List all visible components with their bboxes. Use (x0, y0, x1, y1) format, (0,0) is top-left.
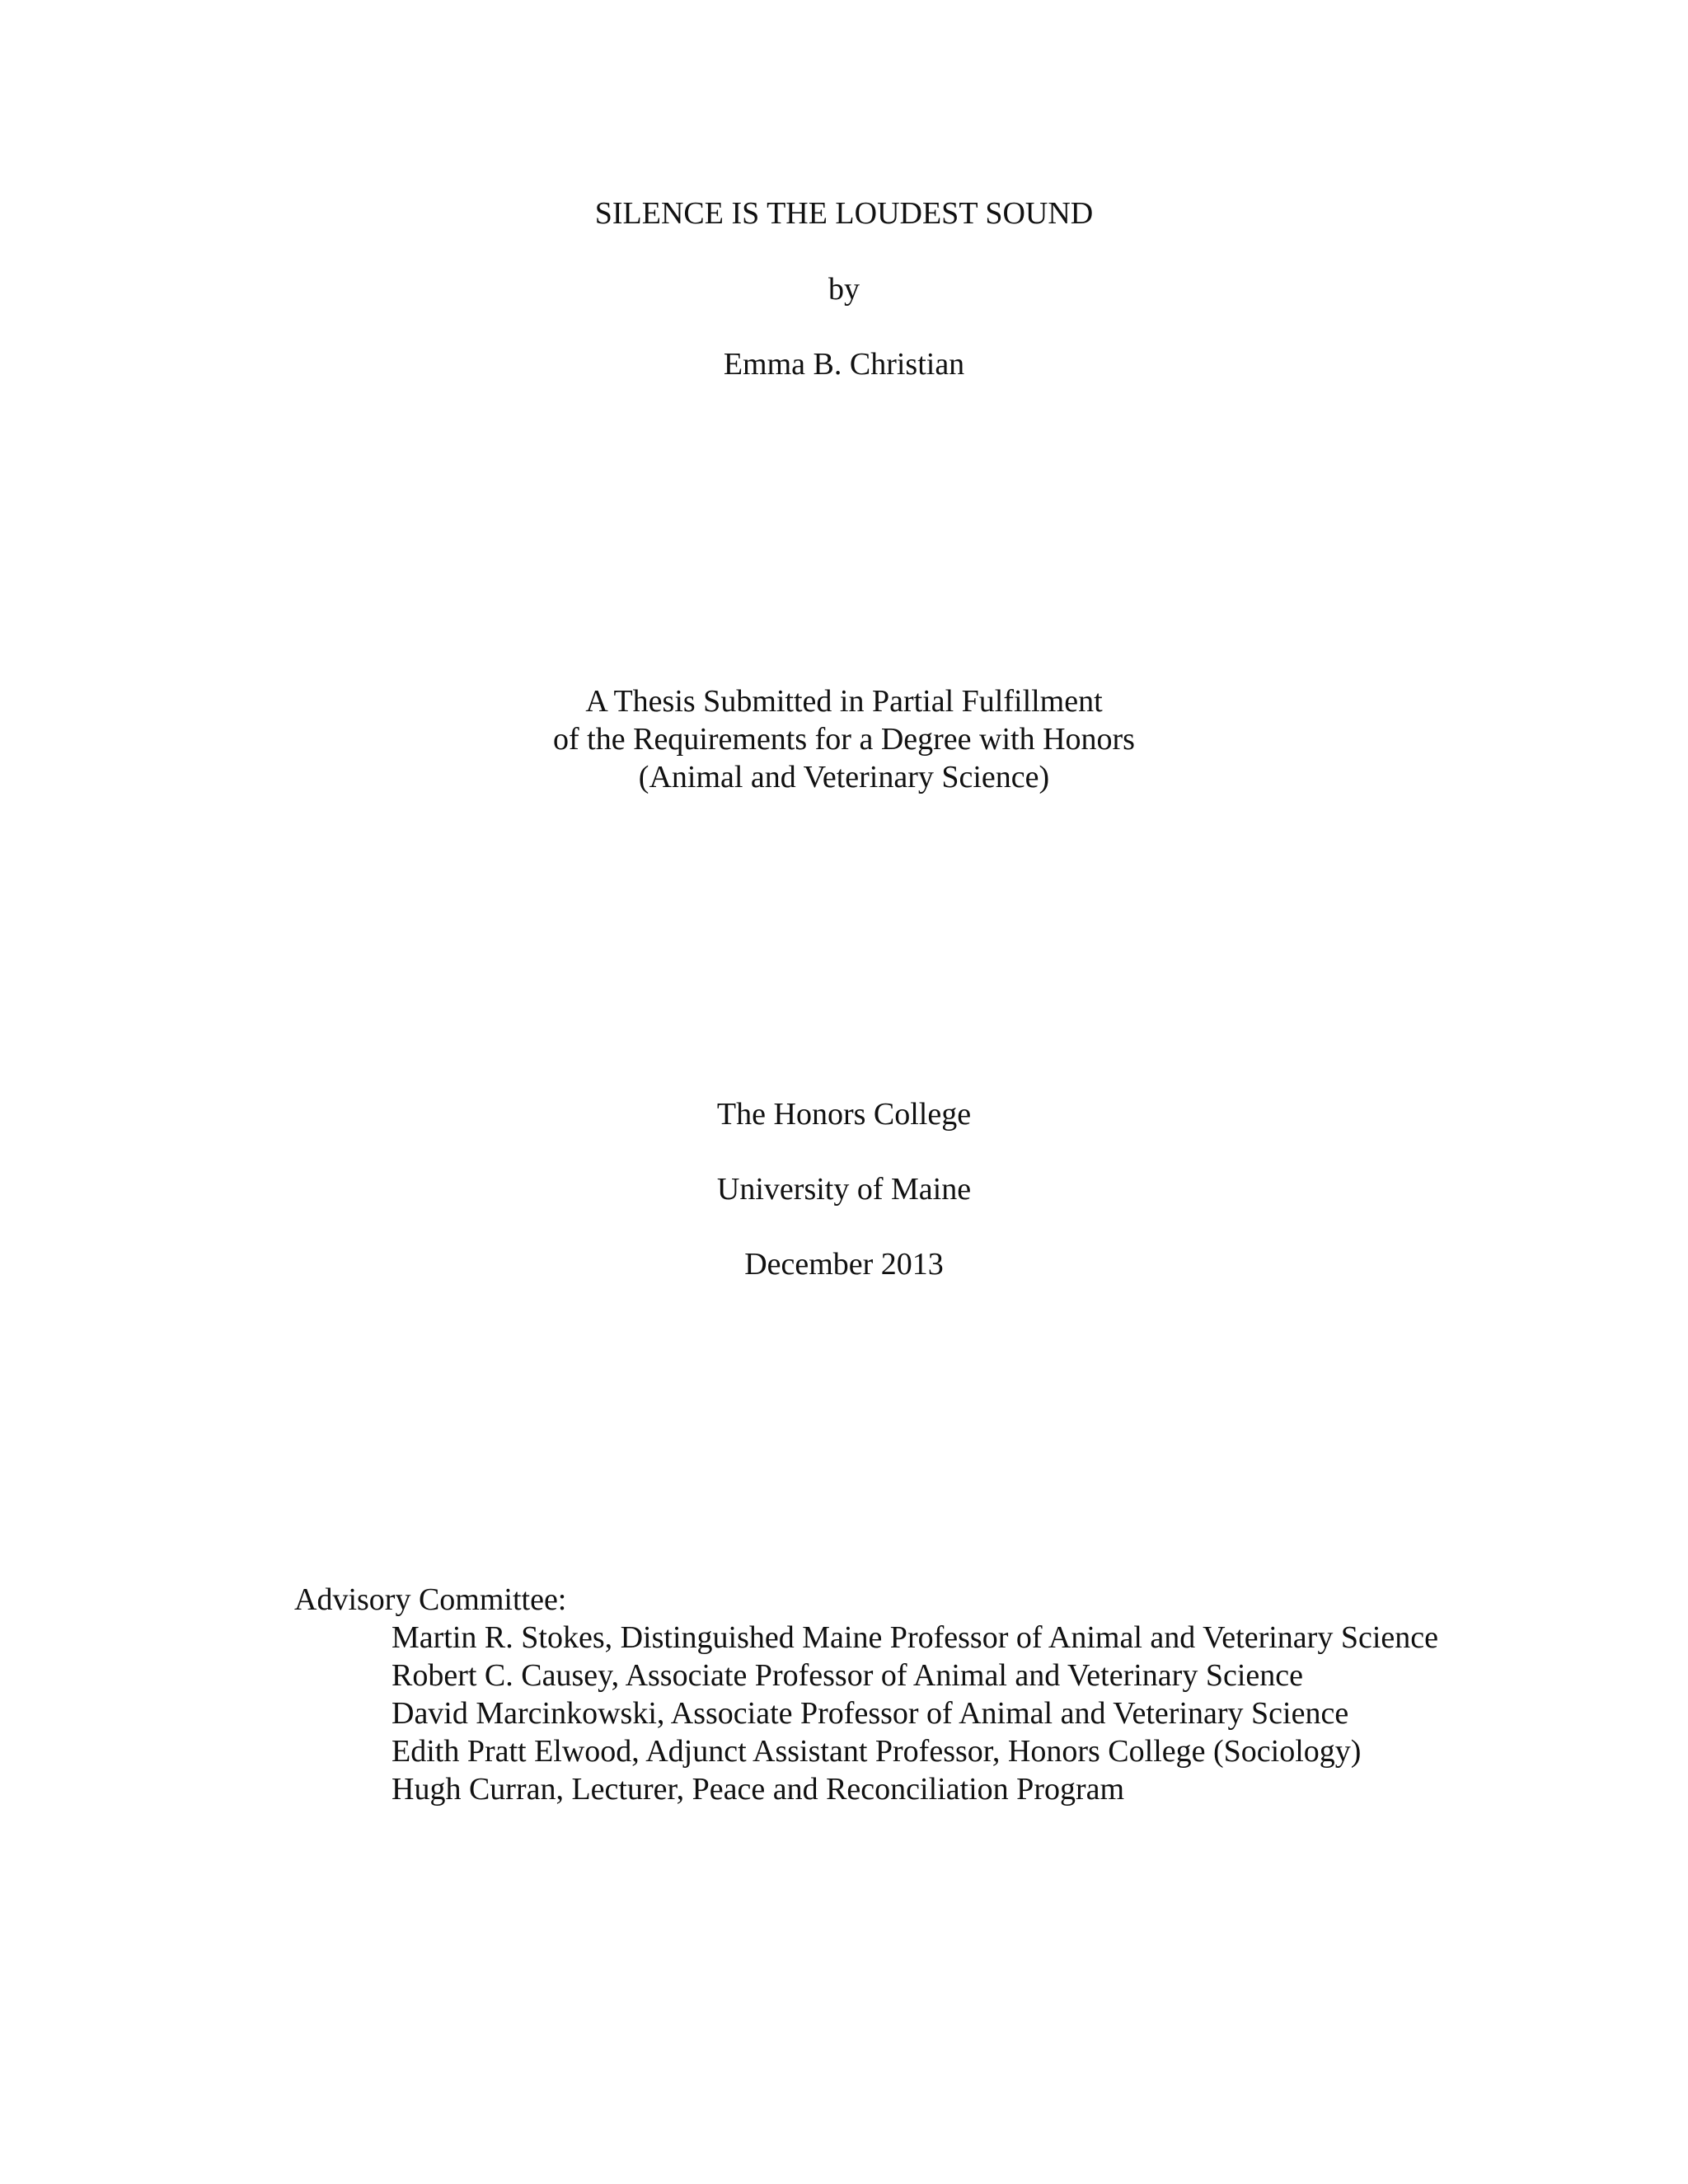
statement-line-3: (Animal and Veterinary Science) (638, 760, 1050, 794)
university-name: University of Maine (716, 1172, 972, 1207)
committee-member: Robert C. Causey, Associate Professor of Animal and Veterinary Science (392, 1658, 1303, 1693)
committee-member: Martin R. Stokes, Distinguished Maine Professor of Animal and Veterinary Science (392, 1620, 1438, 1655)
statement-line-1: A Thesis Submitted in Partial Fulfillment (585, 684, 1103, 719)
committee-member: Hugh Curran, Lecturer, Peace and Reconciliation Program (392, 1772, 1125, 1807)
committee-heading: Advisory Committee: (294, 1582, 567, 1617)
by-line: by (828, 272, 860, 307)
thesis-title: SILENCE IS THE LOUDEST SOUND (594, 196, 1094, 231)
statement-line-2: of the Requirements for a Degree with Honors (553, 722, 1135, 757)
submission-date: December 2013 (744, 1247, 944, 1282)
committee-member: Edith Pratt Elwood, Adjunct Assistant Professor, Honors College (Sociology) (392, 1734, 1362, 1769)
author-name: Emma B. Christian (723, 347, 965, 382)
thesis-statement (0, 682, 1688, 796)
college-name: The Honors College (716, 1097, 972, 1132)
advisory-committee (294, 1581, 1448, 1808)
committee-member: David Marcinkowski, Associate Professor of Animal and Veterinary Science (392, 1696, 1349, 1731)
committee-member-list (294, 1619, 1448, 1808)
